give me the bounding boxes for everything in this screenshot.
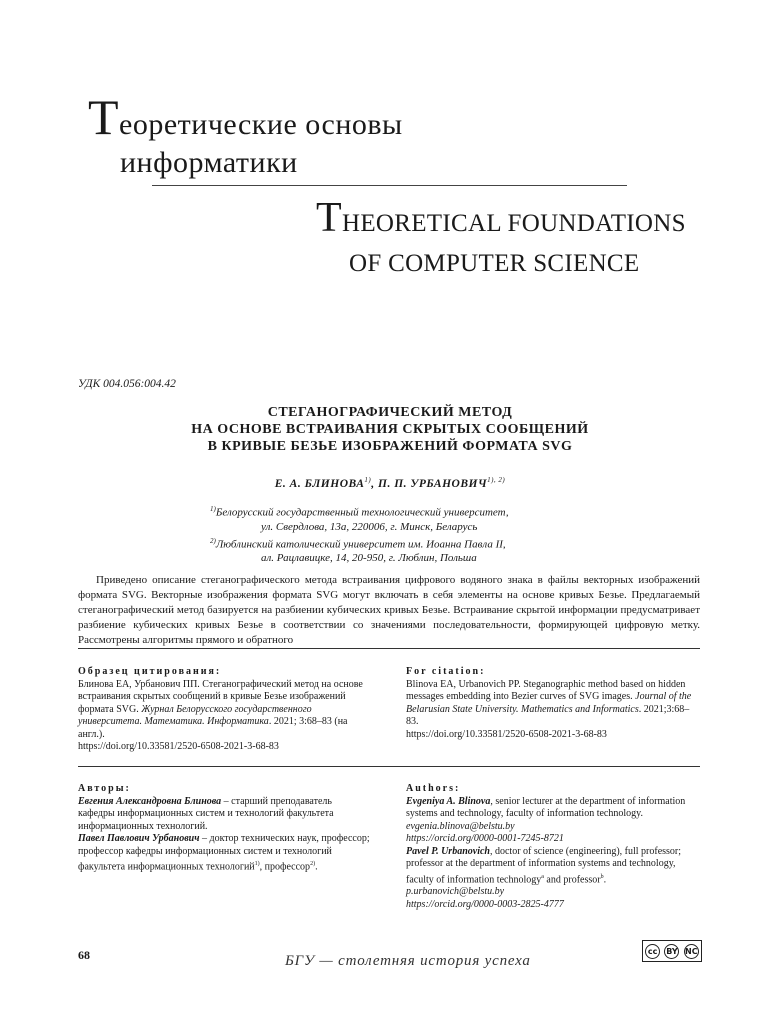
section-title-ru-cap: Т bbox=[88, 89, 120, 145]
aff2-line2: ал. Рацлавицке, 14, 20-950, г. Люблин, Польша bbox=[261, 552, 477, 565]
article-title-line3: В КРИВЫЕ БЕЗЬЕ ИЗОБРАЖЕНИЙ ФОРМАТА SVG bbox=[207, 439, 573, 454]
authors-ru-a2-sup2: 2) bbox=[310, 861, 316, 867]
authors-en-a1-name: Evgeniya A. Blinova bbox=[406, 795, 491, 807]
authors-ru-a1-text: – старший преподаватель кафедры информационных систем и технологий факультета информационных технологий. bbox=[78, 795, 334, 832]
authors-en-a2-end: . bbox=[603, 873, 607, 885]
authors-en-a2-text: , doctor of science (engineering), full professor; professor at the department of information systems and technology, faculty of information technology bbox=[406, 845, 682, 885]
author-1-sup: 1) bbox=[364, 476, 372, 484]
authors-en-a2-sup2: b bbox=[600, 873, 604, 880]
authors-ru-a2-end: . bbox=[315, 861, 318, 873]
citation-ru-doi[interactable]: https://doi.org/10.33581/2520-6508-2021-3-68-83 bbox=[78, 741, 279, 752]
authors-ru-a2-text2: , профессор bbox=[259, 861, 311, 873]
authors-en-a2-orcid[interactable]: https://orcid.org/0000-0003-2825-4777 bbox=[406, 898, 564, 910]
section-title-ru-line2: информатики bbox=[120, 146, 298, 179]
citation-en-journal: Journal of the Belarusian State University. Mathematics and Informatics bbox=[406, 691, 692, 715]
affiliations bbox=[210, 502, 610, 565]
aff1-sup: 1) bbox=[210, 505, 216, 513]
authors-ru-a2-name: Павел Павлович Урбанович bbox=[78, 833, 200, 844]
section-title-en bbox=[316, 195, 736, 284]
authors-en-a1-text: , senior lecturer at the department of information systems and technology, faculty of information technology. bbox=[406, 795, 686, 819]
citation-ru-text2: . 2021; 3:68–83 (на англ.). bbox=[78, 716, 348, 740]
authors-ru-a2-sup1: 1) bbox=[254, 861, 260, 867]
aff1-line2: ул. Свердлова, 13а, 220006, г. Минск, Беларусь bbox=[261, 520, 478, 533]
header-divider bbox=[152, 185, 627, 186]
divider-authors bbox=[78, 766, 700, 767]
citation-en-head: For citation: bbox=[406, 666, 486, 677]
aff2-sup: 2) bbox=[210, 536, 216, 545]
author-list bbox=[80, 476, 700, 490]
citation-en-text: Blinova EA, Urbanovich PP. Steganographic method based on hidden messages embedding into Bezier curves of SVG images. bbox=[406, 678, 686, 702]
aff1-line1: Белорусский государственный технологический университет, bbox=[215, 506, 509, 519]
abstract-text: Приведено описание стеганографического метода встраивания цифрового водяного знака в файлы векторных изображений формата SVG. Векторные изображения формата SVG могут включать в себя элементы на основе кривых Безье. Предлагаемый стеганографический метод базируется на разбиении кубических кривых Безье. Встраивание скрытой информации предусматривает разбиение кубических кривых Безье в соответствии со значениями последовательности, формирующей цифровую метку. Рассмотрены алгоритмы прямого и обратного bbox=[78, 574, 700, 646]
authors-ru-head: Авторы: bbox=[78, 783, 131, 794]
abstract bbox=[78, 573, 700, 648]
authors-ru-a2-text: – доктор технических наук, профессор; профессор кафедры информационных систем и технологий факультета информационных технологий bbox=[78, 833, 370, 873]
authors-en-a1-orcid[interactable]: https://orcid.org/0000-0001-7245-8721 bbox=[406, 833, 564, 844]
authors-en-head: Authors: bbox=[406, 783, 461, 794]
citation-ru bbox=[78, 666, 370, 754]
authors-en bbox=[406, 783, 698, 911]
section-title-ru-line1: еоретические основы bbox=[119, 108, 403, 141]
author-2: П. П. УРБАНОВИЧ bbox=[378, 477, 488, 490]
cc-icon: cc bbox=[645, 944, 660, 959]
citation-ru-text: Блинова ЕА, Урбанович ПП. Стеганографический метод на основе встраивания скрытых сообщений в кривые Безье изображений формата SVG. bbox=[78, 678, 363, 715]
authors-en-a2-name: Pavel P. Urbanovich bbox=[406, 845, 490, 857]
authors-en-a2-text2: and professor bbox=[543, 873, 601, 885]
udk-code: УДК 004.056:004.42 bbox=[78, 378, 176, 390]
section-title-en-line1: HEORETICAL FOUNDATIONS bbox=[341, 210, 686, 237]
article-title-line2: НА ОСНОВЕ ВСТРАИВАНИЯ СКРЫТЫХ СООБЩЕНИЙ bbox=[191, 422, 589, 437]
authors-en-a1-email[interactable]: evgenia.blinova@belstu.by bbox=[406, 820, 515, 832]
citation-ru-journal: Журнал Белорусского государственного университета. Математика. Информатика bbox=[78, 703, 312, 727]
authors-en-a2-email[interactable]: p.urbanovich@belstu.by bbox=[406, 886, 505, 898]
authors-ru-a1-name: Евгения Александровна Блинова bbox=[78, 795, 222, 807]
aff2-line1: Люблинский католический университет им. Иоанна Павла II, bbox=[215, 538, 506, 551]
article-title bbox=[80, 404, 700, 455]
citation-ru-head: Образец цитирования: bbox=[78, 666, 222, 677]
citation-en-doi[interactable]: https://doi.org/10.33581/2520-6508-2021-3-68-83 bbox=[406, 728, 607, 740]
section-title-en-line2: OF COMPUTER SCIENCE bbox=[349, 250, 640, 277]
nc-icon: NC bbox=[684, 944, 699, 959]
author-separator: , bbox=[371, 477, 378, 490]
citation-en bbox=[406, 666, 698, 741]
authors-ru bbox=[78, 783, 370, 874]
by-icon: BY bbox=[664, 944, 679, 959]
divider-citation bbox=[78, 648, 700, 649]
article-title-line1: СТЕГАНОГРАФИЧЕСКИЙ МЕТОД bbox=[267, 405, 513, 420]
license-badge[interactable] bbox=[642, 940, 702, 962]
section-title-ru bbox=[88, 89, 648, 182]
page-number: 68 bbox=[78, 948, 90, 962]
citation-en-text2: . 2021;3:68–83. bbox=[406, 703, 690, 727]
authors-en-a2-sup1: a bbox=[541, 873, 544, 880]
section-title-en-cap: T bbox=[316, 195, 342, 241]
author-1: Е. А. БЛИНОВА bbox=[274, 477, 365, 490]
footer-motto: БГУ — столетняя история успеха bbox=[285, 953, 531, 969]
author-2-sup: 1), 2) bbox=[487, 476, 506, 484]
